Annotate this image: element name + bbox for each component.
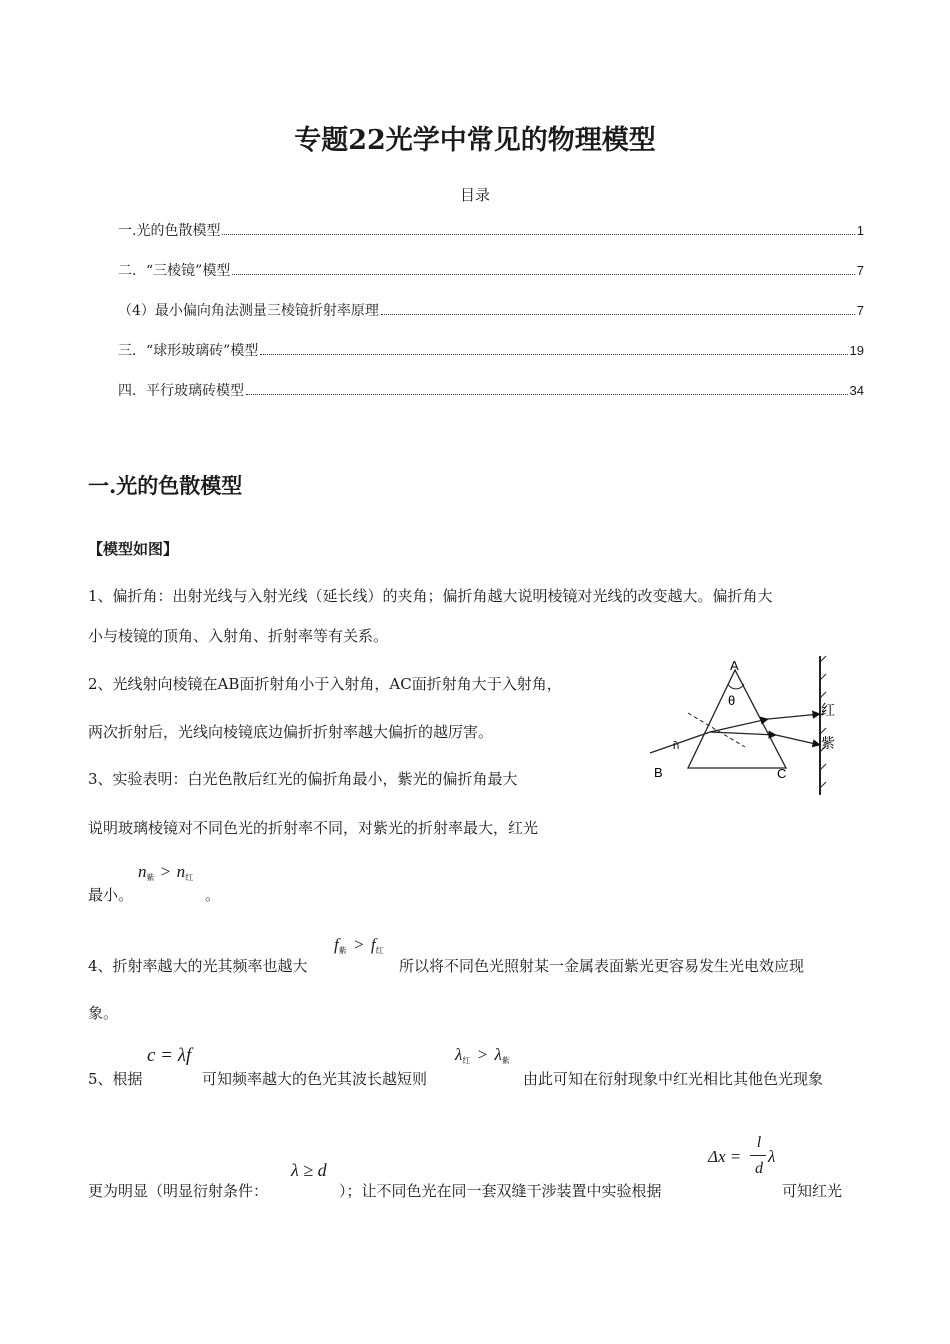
toc-item[interactable] <box>118 300 864 320</box>
paragraph-1-line-1: 1、偏折角：出射光线与入射光线（延长线）的夹角；偏折角越大说明棱镜对光线的改变越大。偏折角大 <box>88 587 773 605</box>
toc-item-label: 二．“三棱镜”模型 <box>118 263 231 279</box>
section-heading: 一.光的色散模型 <box>88 473 243 498</box>
page-title: 专题22光学中常见的物理模型 <box>294 125 656 156</box>
incident-ray <box>650 732 710 753</box>
prism-dispersion-figure <box>640 650 860 800</box>
toc-heading: 目录 <box>459 186 490 204</box>
toc-item[interactable] <box>118 260 864 280</box>
paragraph-3-line-1: 3、实验表明：白光色散后红光的偏折角最小，紫光的偏折角最大 <box>88 770 518 788</box>
fraction-bar <box>750 1155 766 1156</box>
toc-item[interactable] <box>118 220 864 240</box>
toc-item-label: 一.光的色散模型 <box>118 223 221 239</box>
red-light-label: 红 <box>821 702 835 718</box>
formula-f-inequality: $f_紫 > f_红$ <box>334 935 384 955</box>
paragraph-6-middle: ）；让不同色光在同一套双缝干涉装置中实验根据 <box>339 1182 662 1200</box>
paragraph-6-start: 更为明显（明显衍射条件： <box>88 1182 269 1200</box>
formula-n-inequality: $n_紫 > n_红$ <box>138 862 194 882</box>
theta-label: θ <box>728 693 736 708</box>
purple-ray-inside-prism <box>710 732 776 735</box>
purple-ray-exit <box>776 735 820 745</box>
paragraph-4-start: 4、折射率越大的光其频率也越大 <box>88 957 308 975</box>
toc-item-page: 1 <box>856 223 864 238</box>
paragraph-5-middle: 可知频率越大的色光其波长越短则 <box>202 1070 428 1088</box>
formula-diffraction-condition: λ ≥ d <box>291 1160 327 1180</box>
paragraph-2-line-1: 2、光线射向棱镜在AB面折射角小于入射角，AC面折射角大于入射角， <box>88 675 562 693</box>
formula-c-equals-lambda-f: c = λf <box>147 1045 192 1066</box>
toc-leader-dots <box>381 314 855 315</box>
paragraph-3-line-2: 说明玻璃棱镜对不同色光的折射率不同，对紫光的折射率最大，红光 <box>88 819 539 837</box>
toc-item[interactable] <box>118 340 864 360</box>
red-ray-exit <box>768 714 820 719</box>
purple-light-label: 紫 <box>821 735 835 751</box>
vertex-b-label: B <box>654 765 663 780</box>
toc-item-page: 7 <box>856 303 864 318</box>
toc-item-label: （4）最小偏向角法测量三棱镜折射率原理 <box>118 303 379 319</box>
vertex-c-label: C <box>777 766 787 781</box>
paragraph-6-end: 可知红光 <box>782 1182 843 1200</box>
toc-leader-dots <box>222 234 854 235</box>
model-subheading: 【模型如图】 <box>88 540 179 558</box>
toc-item-page: 19 <box>849 343 864 358</box>
paragraph-3-line-3-start: 最小。 <box>88 886 134 904</box>
toc-item-label: 三．“球形玻璃砖”模型 <box>118 343 259 359</box>
apex-angle-arc <box>728 684 744 689</box>
toc-leader-dots <box>246 394 848 395</box>
red-ray-inside-prism <box>710 719 768 732</box>
formula-fringe-spacing-numerator: l <box>756 1134 762 1151</box>
toc-item-page: 34 <box>849 383 864 398</box>
toc-leader-dots <box>232 274 854 275</box>
paragraph-2-line-2: 两次折射后，光线向棱镜底边偏折折射率越大偏折的越厉害。 <box>88 723 494 741</box>
paragraph-5-end: 由此可知在衍射现象中红光相比其他色光现象 <box>523 1070 824 1088</box>
paragraph-5-start: 5、根据 <box>88 1070 143 1088</box>
toc-item-label: 四．平行玻璃砖模型 <box>118 383 244 399</box>
paragraph-4-end: 象。 <box>88 1004 119 1022</box>
toc-item-page: 7 <box>856 263 864 278</box>
paragraph-1-line-2: 小与棱镜的顶角、入射角、折射率等有关系。 <box>88 627 389 645</box>
formula-fringe-spacing-denominator: d <box>755 1160 763 1177</box>
toc-leader-dots <box>260 354 847 355</box>
incident-angle-arc <box>675 741 678 749</box>
vertex-a-label: A <box>730 658 739 673</box>
incident-angle-label: i <box>673 740 676 752</box>
formula-lambda-inequality: $\lambda_红 > \lambda_紫$ <box>455 1045 510 1065</box>
paragraph-4-middle: 所以将不同色光照射某一金属表面紫光更容易发生光电效应现 <box>399 957 805 975</box>
paragraph-3-line-3-end: 。 <box>205 886 221 904</box>
toc-item[interactable] <box>118 380 864 400</box>
formula-fringe-spacing-left: Δx = <box>708 1147 742 1166</box>
formula-fringe-spacing-right: λ <box>768 1147 776 1166</box>
